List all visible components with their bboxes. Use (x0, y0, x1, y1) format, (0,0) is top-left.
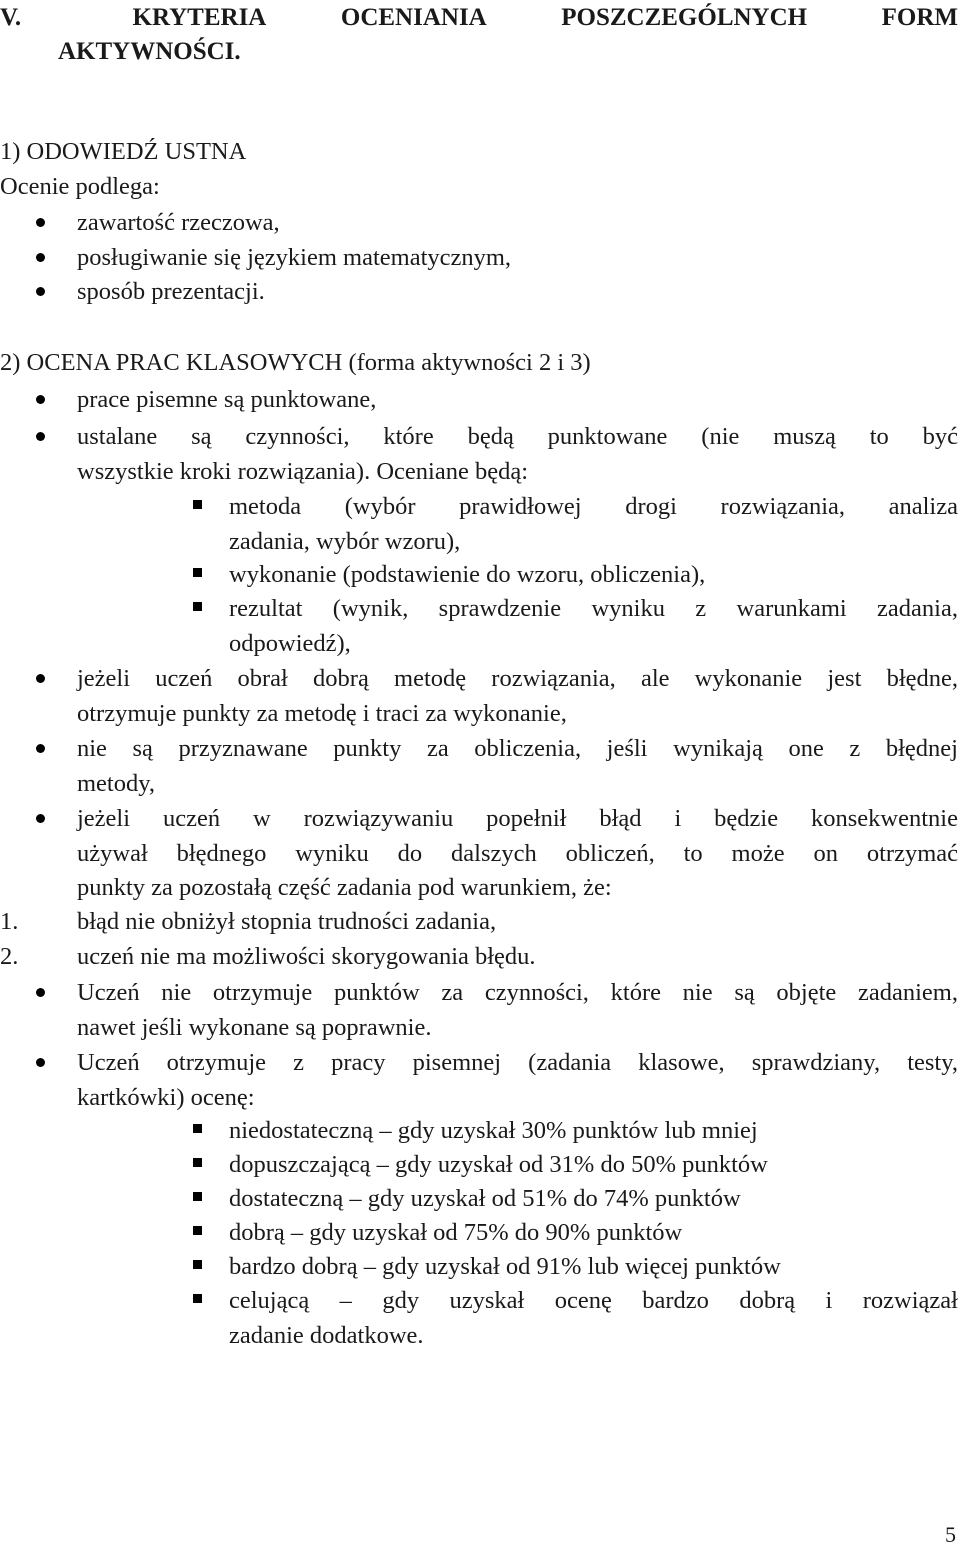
bullet-square-icon (193, 500, 202, 509)
list-item: jeżeli uczeń obrał dobrą metodę rozwiązania, ale wykonanie jest błędne, otrzymuje punkty za metodę i traci za wykonanie, (77, 662, 958, 731)
section-2-title: 2) OCENA PRAC KLASOWYCH (forma aktywności 2 i 3) (0, 349, 591, 376)
list-item: posługiwanie się językiem matematycznym, (77, 241, 958, 276)
criterion-item: rezultat (wynik, sprawdzenie wyniku z warunkami zadania, odpowiedź), (229, 592, 958, 661)
chapter-heading-word: OCENIANIA (340, 4, 487, 31)
bullet-dot-icon (36, 395, 45, 404)
bullet-square-icon (193, 568, 202, 577)
bullet-dot-icon (36, 1058, 45, 1067)
bullet-dot-icon (36, 218, 45, 227)
bullet-square-icon (193, 1226, 202, 1235)
bullet-dot-icon (36, 674, 45, 683)
list-item: ustalane są czynności, które będą punktowane (nie muszą to być wszystkie kroki rozwiązania). Oceniane będą: (77, 420, 958, 489)
grade-item: celującą – gdy uzyskał ocenę bardzo dobrą i rozwiązał zadanie dodatkowe. (229, 1284, 958, 1353)
chapter-heading-line-1 (0, 1, 958, 35)
bullet-dot-icon (36, 287, 45, 296)
bullet-dot-icon (36, 814, 45, 823)
bullet-dot-icon (36, 253, 45, 262)
chapter-heading-line-2: AKTYWNOŚCI. (58, 38, 241, 65)
bullet-square-icon (193, 1124, 202, 1133)
condition-number: 1. (0, 908, 19, 935)
section-1-intro: Ocenie podlega: (0, 173, 160, 200)
list-item: jeżeli uczeń w rozwiązywaniu popełnił błąd i będzie konsekwentnie używał błędnego wyniku do dalszych obliczeń, to może on otrzymać punkty za pozostałą część zadania pod warunkiem, że: (77, 802, 958, 906)
chapter-heading-word: FORM (881, 4, 958, 31)
list-item: sposób prezentacji. (77, 275, 958, 310)
bullet-square-icon (193, 1294, 202, 1303)
bullet-dot-icon (36, 988, 45, 997)
list-item: zawartość rzeczowa, (77, 206, 958, 241)
bullet-dot-icon (36, 744, 45, 753)
bullet-dot-icon (36, 432, 45, 441)
grade-item: dostateczną – gdy uzyskał od 51% do 74% punktów (229, 1182, 958, 1217)
grade-item: dopuszczającą – gdy uzyskał od 31% do 50% punktów (229, 1148, 958, 1183)
condition-number: 2. (0, 943, 19, 970)
condition-item: 2. uczeń nie ma możliwości skorygowania błędu. (77, 940, 958, 975)
bullet-square-icon (193, 602, 202, 611)
chapter-heading-word: KRYTERIA (132, 4, 267, 31)
bullet-square-icon (193, 1158, 202, 1167)
bullet-square-icon (193, 1192, 202, 1201)
grade-item: niedostateczną – gdy uzyskał 30% punktów lub mniej (229, 1114, 958, 1149)
list-item: prace pisemne są punktowane, (77, 383, 958, 418)
grade-item: dobrą – gdy uzyskał od 75% do 90% punktów (229, 1216, 958, 1251)
chapter-heading (0, 1, 958, 69)
list-item: Uczeń nie otrzymuje punktów za czynności, które nie są objęte zadaniem, nawet jeśli wykonane są poprawnie. (77, 976, 958, 1045)
page-number: 5 (945, 1522, 956, 1547)
grade-item: bardzo dobrą – gdy uzyskał od 91% lub więcej punktów (229, 1250, 958, 1285)
condition-item: 1. błąd nie obniżył stopnia trudności zadania, (77, 905, 958, 940)
list-item: nie są przyznawane punkty za obliczenia, jeśli wynikają one z błędnej metody, (77, 732, 958, 801)
list-item: Uczeń otrzymuje z pracy pisemnej (zadania klasowe, sprawdziany, testy, kartkówki) ocenę: (77, 1046, 958, 1115)
criterion-item: metoda (wybór prawidłowej drogi rozwiązania, analiza zadania, wybór wzoru), (229, 490, 958, 559)
section-1-title: 1) ODOWIEDŹ USTNA (0, 138, 247, 165)
chapter-number: V. (0, 4, 22, 31)
criterion-item: wykonanie (podstawienie do wzoru, obliczenia), (229, 558, 958, 593)
bullet-square-icon (193, 1260, 202, 1269)
chapter-heading-word: POSZCZEGÓLNYCH (561, 4, 808, 31)
